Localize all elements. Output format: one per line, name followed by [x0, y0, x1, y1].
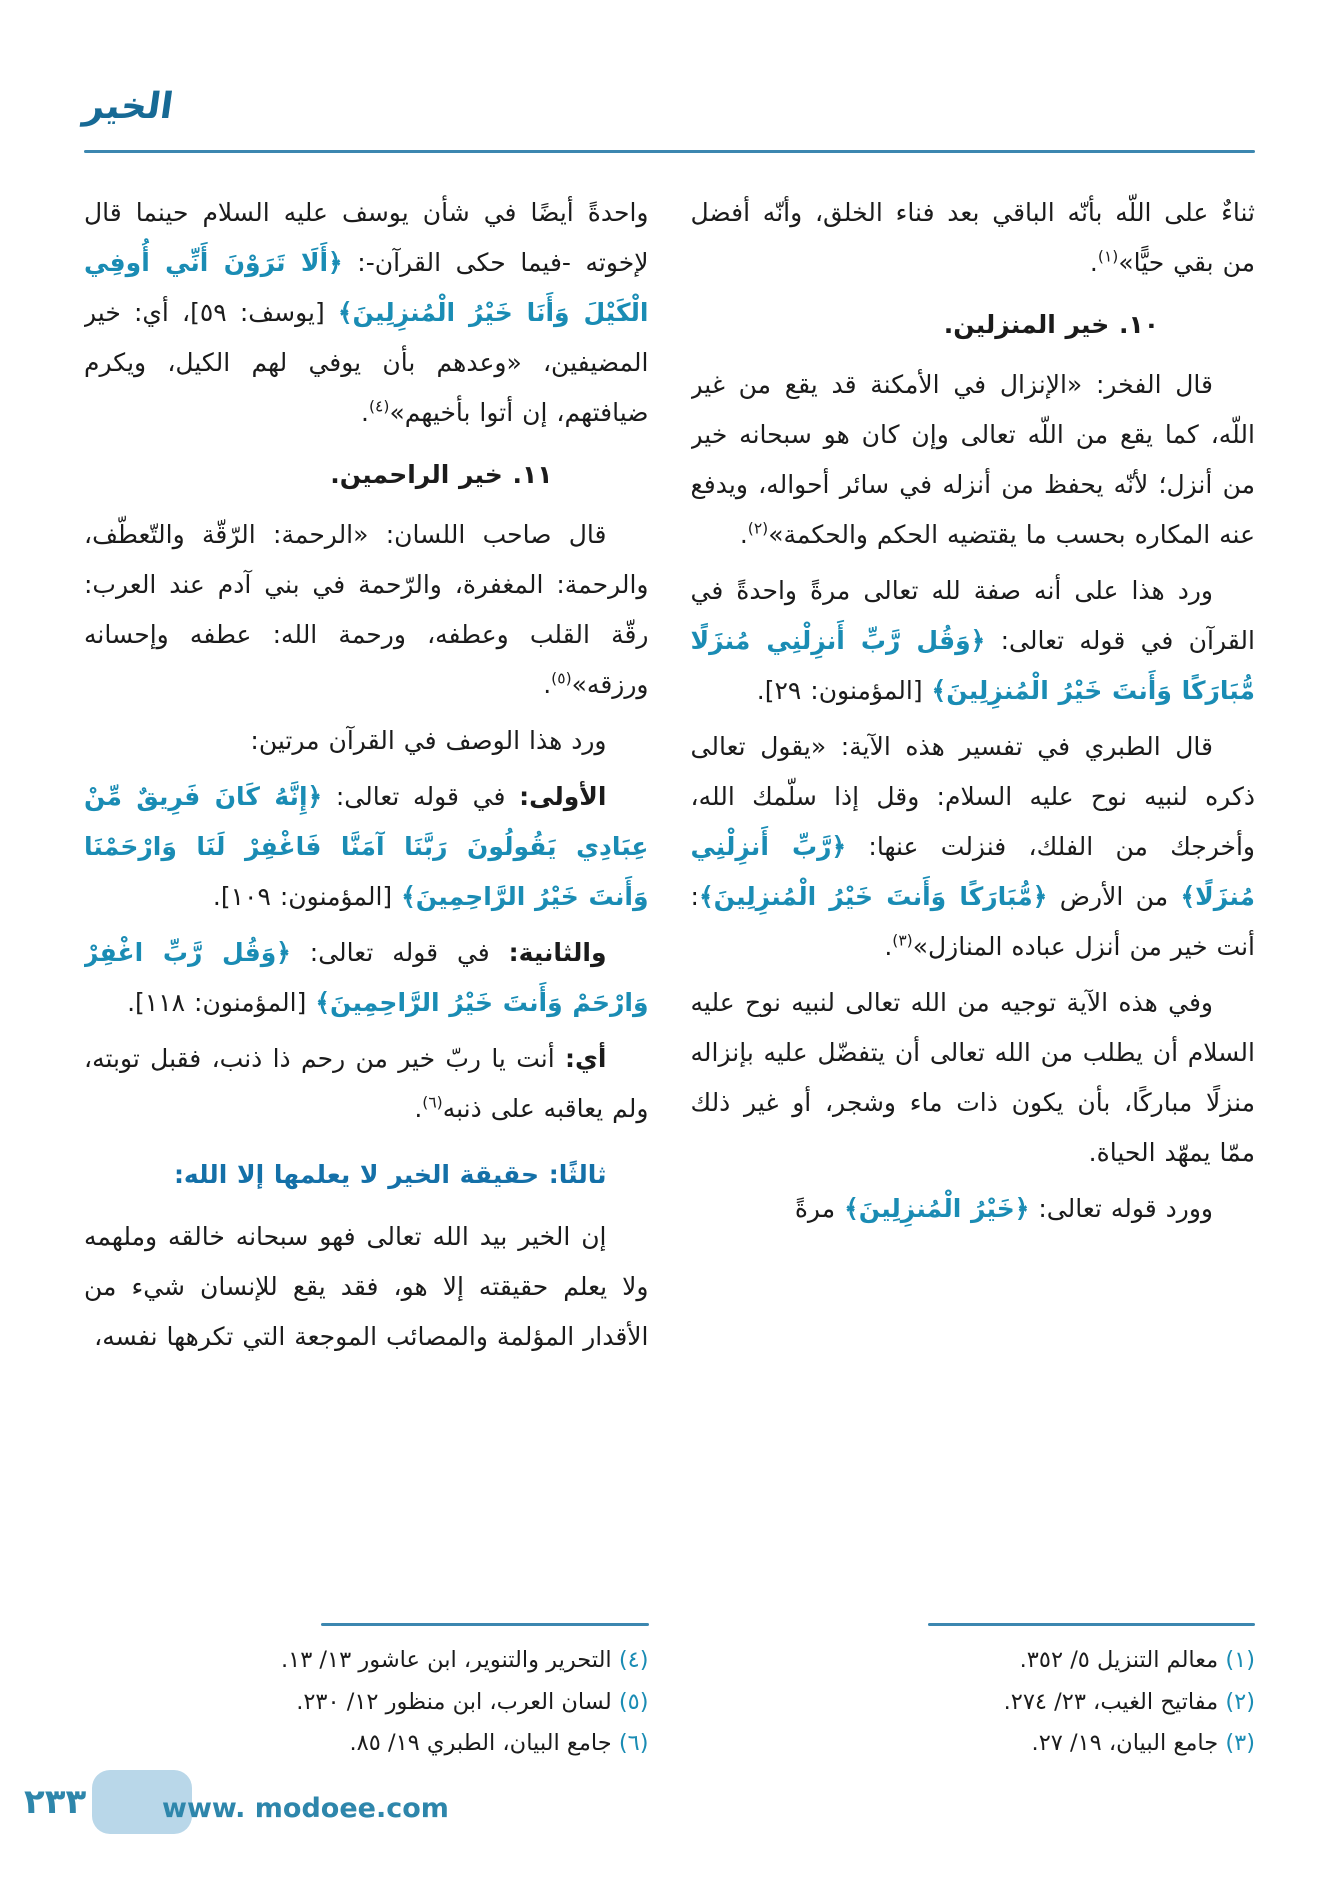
footnote-separator-rule [321, 1623, 648, 1626]
body-text: وورد قوله تعالى: [1029, 1194, 1213, 1223]
body-text: [المؤمنون: ١١٨]. [127, 988, 316, 1017]
body-text: قال صاحب اللسان: «الرحمة: الرّقّة والتّعطّف، والرحمة: المغفرة، والرّحمة في بني آدم عند العرب: رقّة القلب وعطفه، ورحمة الله: عطفه وإحسانه ورزقه» [84, 520, 649, 699]
footnote [84, 1640, 649, 1682]
paragraph [84, 188, 649, 438]
footnote-reference-marker: (١) [1097, 247, 1119, 266]
column-right [691, 188, 1256, 1765]
body-text: قال الطبري في تفسير هذه الآية: «يقول تعالى ذكره لنبيه نوح عليه السلام: وقل إذا سلّمك الله، وأخرجك من الفلك، فنزلت عنها: [690, 732, 1255, 861]
paragraph [691, 360, 1256, 560]
body-text: في قوله تعالى: [290, 938, 509, 967]
footnote-number: (٢) [1225, 1688, 1255, 1715]
body-text: [يوسف: ٥٩]، أي: خير المضيفين، «وعدهم بأن يوفي لهم الكيل، ويكرم ضيافتهم، إن أتوا بأخيهم» [84, 298, 649, 427]
paragraph [84, 1034, 649, 1134]
paragraph [691, 722, 1256, 972]
bold-lead-word: والثانية: [508, 938, 607, 967]
body-text: ورد هذا الوصف في القرآن مرتين: [250, 726, 607, 755]
footnote-number: (٤) [618, 1647, 649, 1674]
footnote [84, 1682, 649, 1724]
body-text: في قوله تعالى: [322, 782, 520, 811]
footnote-number: (٦) [618, 1730, 649, 1757]
quran-verse: ﴿إِنَّهُ كَانَ فَرِيقٌ مِّنْ عِبَادِي يَقُولُونَ رَبَّنَا آمَنَّا فَاغْفِرْ لَنَا وَارْحَمْنَا وَأَنتَ خَيْرُ الرَّاحِمِينَ﴾ [84, 782, 649, 911]
body-text: وفي هذه الآية توجيه من الله تعالى لنبيه نوح عليه السلام أن يطلب من الله تعالى أن يتفضّل عليه بإنزاله منزلًا مباركًا، بأن يكون ذات ماء وشجر، أو غير ذلك ممّا يمهّد الحياة. [690, 988, 1255, 1167]
numbered-subheading [691, 300, 1256, 350]
body-text: . [361, 398, 369, 427]
bold-lead-word: أي: [565, 1044, 607, 1073]
text-columns [84, 188, 1255, 1765]
footnote-text: جامع البيان، ١٩/ ٢٧. [1031, 1730, 1226, 1757]
body-text: أنت يا ربّ خير من رحم ذا ذنب، فقبل توبته، ولم يعاقبه على ذنبه [84, 1044, 649, 1123]
quran-verse: ﴿وَقُل رَّبِّ اغْفِرْ وَارْحَمْ وَأَنتَ خَيْرُ الرَّاحِمِينَ﴾ [84, 938, 649, 1017]
quran-verse: ﴿أَلَا تَرَوْنَ أَنِّي أُوفِي الْكَيْلَ وَأَنَا خَيْرُ الْمُنزِلِينَ﴾ [84, 248, 649, 327]
footnote-text: جامع البيان، الطبري ١٩/ ٨٥. [349, 1730, 619, 1757]
footnote-reference-marker: (٦) [422, 1093, 443, 1112]
footnote-reference-marker: (٥) [551, 669, 572, 688]
footnote [691, 1723, 1256, 1765]
footnote-number: (٥) [618, 1688, 649, 1715]
body-text: . [414, 1094, 423, 1123]
body-text: ثناءٌ على اللّه بأنّه الباقي بعد فناء الخلق، وأنّه أفضل من بقي حيًّا» [690, 198, 1255, 277]
body-text: ورد هذا على أنه صفة لله تعالى مرةً واحدةً في القرآن في قوله تعالى: [690, 576, 1255, 655]
column-right-footnotes [691, 1623, 1256, 1765]
bold-lead-word: الأولى: [519, 782, 607, 811]
paragraph [691, 1184, 1256, 1234]
footnote-reference-marker: (٣) [892, 931, 913, 950]
footnote [691, 1682, 1256, 1724]
paragraph [84, 772, 649, 922]
body-text: [المؤمنون: ٢٩]. [756, 676, 932, 705]
column-left-footnotes [84, 1623, 649, 1765]
body-text: [المؤمنون: ١٠٩]. [212, 882, 402, 911]
section-heading [84, 1150, 649, 1200]
footnote-number: (٣) [1225, 1730, 1255, 1757]
page-number: ٢٣٣ [24, 1782, 87, 1822]
footnote [691, 1640, 1256, 1682]
paragraph [691, 188, 1256, 288]
footnote-reference-marker: (٤) [368, 397, 390, 416]
column-left [84, 188, 649, 1765]
column-right-paragraphs [691, 188, 1256, 1611]
numbered-subheading [84, 450, 649, 500]
body-text: ١٠. خير المنزلين. [943, 310, 1159, 339]
footnote-separator-rule [928, 1623, 1255, 1626]
paragraph [691, 566, 1256, 716]
website-url: www. modoee.com [162, 1793, 449, 1824]
header-rule [84, 150, 1255, 153]
footnote-text: معالم التنزيل ٥/ ٣٥٢. [1019, 1647, 1226, 1674]
body-text: ١١. خير الراحمين. [330, 460, 553, 489]
footnote-text: لسان العرب، ابن منظور ١٢/ ٢٣٠. [296, 1688, 619, 1715]
footnote-list [691, 1640, 1256, 1765]
quran-verse: ﴿خَيْرُ الْمُنزِلِينَ﴾ [844, 1194, 1030, 1223]
paragraph [84, 716, 649, 766]
body-text: قال الفخر: «الإنزال في الأمكنة قد يقع من غير اللّه، كما يقع من اللّه تعالى وإن كان هو سبحانه خير من أنزل؛ لأنّه يحفظ من أنزله في سائر أحواله، ويدفع عنه المكاره بحسب ما يقتضيه الحكم والحكمة» [690, 370, 1255, 549]
quran-verse: ﴿وَقُل رَّبِّ أَنزِلْنِي مُنزَلًا مُّبَارَكًا وَأَنتَ خَيْرُ الْمُنزِلِينَ﴾ [690, 626, 1255, 705]
footnote-number: (١) [1225, 1647, 1255, 1674]
running-header-chapter-title: الخير [81, 86, 176, 127]
body-text: واحدةً أيضًا في شأن يوسف عليه السلام حينما قال لإخوته -فيما حكى القرآن-: [84, 198, 649, 277]
footnote-text: التحرير والتنوير، ابن عاشور ١٣/ ١٣. [280, 1647, 619, 1674]
quran-verse: ﴿مُّبَارَكًا وَأَنتَ خَيْرُ الْمُنزِلِينَ﴾ [698, 882, 1048, 911]
column-left-paragraphs [84, 188, 649, 1611]
footnote-reference-marker: (٢) [747, 519, 769, 538]
body-text: . [739, 520, 748, 549]
footnote [84, 1723, 649, 1765]
body-text: : أنت خير من أنزل عباده المنازل» [690, 882, 1255, 961]
paragraph [84, 1212, 649, 1362]
body-text: ثالثًا: حقيقة الخير لا يعلمها إلا الله: [173, 1160, 607, 1189]
body-text: . [884, 932, 893, 961]
paragraph [84, 510, 649, 710]
quran-verse: ﴿رَّبِّ أَنزِلْنِي مُنزَلًا﴾ [690, 832, 1255, 911]
body-text: . [543, 670, 552, 699]
footnote-text: مفاتيح الغيب، ٢٣/ ٢٧٤. [1003, 1688, 1226, 1715]
paragraph [84, 928, 649, 1028]
body-text: إن الخير بيد الله تعالى فهو سبحانه خالقه وملهمه ولا يعلم حقيقته إلا هو، فقد يقع للإنسان شيء من الأقدار المؤلمة والمصائب الموجعة التي تكرهها نفسه، [84, 1222, 649, 1351]
body-text: من الأرض [1047, 882, 1181, 911]
body-text: . [1089, 248, 1098, 277]
paragraph [691, 978, 1256, 1178]
footnote-list [84, 1640, 649, 1765]
body-text: مرةً [794, 1194, 845, 1223]
